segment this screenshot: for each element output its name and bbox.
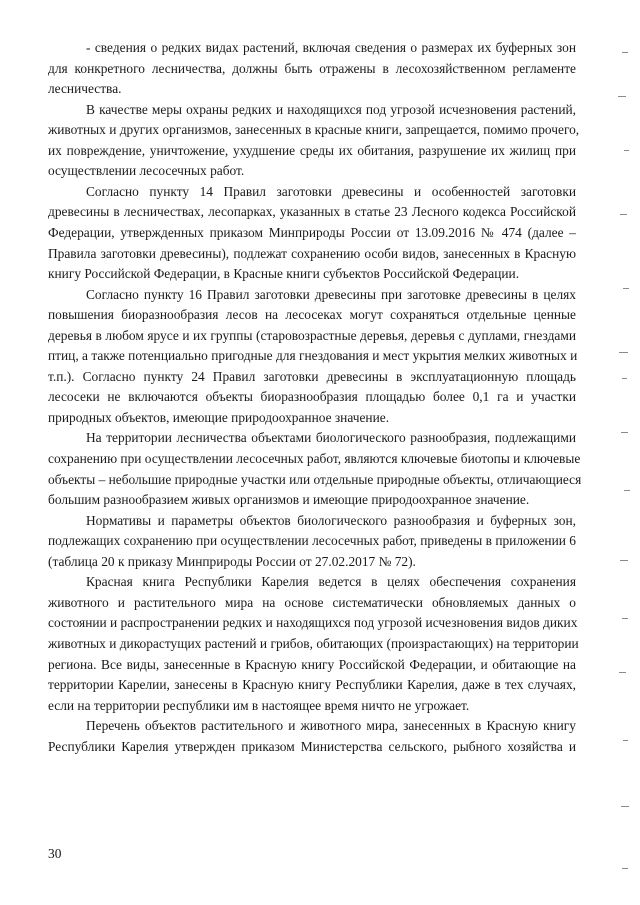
page-number: 30 (48, 846, 62, 861)
text-line: Согласно пункту 16 Правил заготовки древесины при заготовке древесины в целях (86, 286, 576, 302)
text-line: животных и дикорастущих растений и грибов, обитающих (произрастающих) на территории (48, 636, 579, 651)
text-line: лесосеки не включаются объекты биоразнообразия площадью более 0,1 га и участки (48, 389, 576, 405)
text-line: деревья в любом ярусе и их группы (старовозрастные деревья, деревья с дуплами, гнездами (48, 327, 576, 343)
text-line: древесины в лесничествах, лесопарках, указанных в статье 23 Лесного кодекса Российской (48, 204, 576, 220)
text-line: т.п.). Согласно пункту 24 Правил заготовки древесины в эксплуатационную площадь (48, 368, 576, 384)
text-line: состоянии и распространении редких и находящихся под угрозой исчезновения видов диких (48, 615, 578, 631)
text-line: если на территории республики им в настоящее время ничто не угрожает. (48, 697, 470, 713)
text-line: природных объектов, имеющие природоохранное значение. (48, 409, 390, 425)
text-line: Федерации, утвержденных приказом Минприроды России от 13.09.2016 № 474 (далее – (48, 225, 576, 240)
text-line: птиц, а также потенциально пригодные для гнездования и мест укрытия мелких животных и (48, 348, 578, 364)
text-line: осуществлении лесосечных работ. (48, 163, 245, 179)
text-line: большим разнообразием живых организмов и имеющие природоохранное значение. (48, 492, 530, 508)
text-line: сохранению при осуществлении лесосечных работ, являются ключевые биотопы и ключевые (48, 451, 581, 466)
text-line: Нормативы и параметры объектов биологического разнообразия и буферных зон, (86, 512, 576, 528)
text-line: В качестве меры охраны редких и находящихся под угрозой исчезновения растений, (86, 101, 576, 117)
text-line: книгу Российской Федерации, в Красные книги субъектов Российской Федерации. (48, 266, 520, 282)
text-line: Согласно пункту 14 Правил заготовки древесины и особенностей заготовки (86, 183, 576, 199)
text-line: подлежащих сохранению при осуществлении лесосечных работ, приведены в приложении 6 (48, 533, 576, 549)
scan-margin-marks (600, 0, 640, 905)
text-line: Правила заготовки древесины), подлежат сохранению особи видов, занесенных в Красную (48, 245, 576, 261)
text-line: их повреждение, уничтожение, ухудшение среды их обитания, разрушение их жилищ при (48, 142, 576, 158)
text-line: - сведения о редких видах растений, включая сведения о размерах их буферных зон (86, 40, 576, 55)
text-line: На территории лесничества объектами биологического разнообразия, подлежащими (86, 430, 576, 446)
text-line: животных и других организмов, занесенных в красные книги, запрещается, помимо прочего, (48, 122, 580, 138)
text-line: Красная книга Республики Карелия ведется в целях обеспечения сохранения (86, 574, 576, 590)
text-line: региона. Все виды, занесенные в Красную книгу Российской Федерации, и обитающие на (48, 656, 576, 672)
text-line: (таблица 20 к приказу Минприроды России от 27.02.2017 № 72). (48, 553, 416, 569)
text-line: территории Карелии, занесены в Красную книгу Республики Карелия, даже в тех случаях, (48, 677, 576, 693)
text-line: лесничества. (48, 81, 122, 97)
text-line: объекты – небольшие природные участки или отдельные природные объекты, отличающиеся (48, 471, 582, 487)
text-line: животного и растительного мира на основе систематически обновляемых данных о (48, 594, 576, 610)
text-line: Перечень объектов растительного и животного мира, занесенных в Красную книгу (86, 718, 576, 734)
text-line: Республики Карелия утвержден приказом Министерства сельского, рыбного хозяйства и (48, 738, 576, 754)
text-line: повышения биоразнообразия лесов на лесосеках могут сохраняться отдельные ценные (48, 307, 576, 323)
text-line: для конкретного лесничества, должны быть отражены в лесохозяйственном регламенте (48, 60, 576, 76)
